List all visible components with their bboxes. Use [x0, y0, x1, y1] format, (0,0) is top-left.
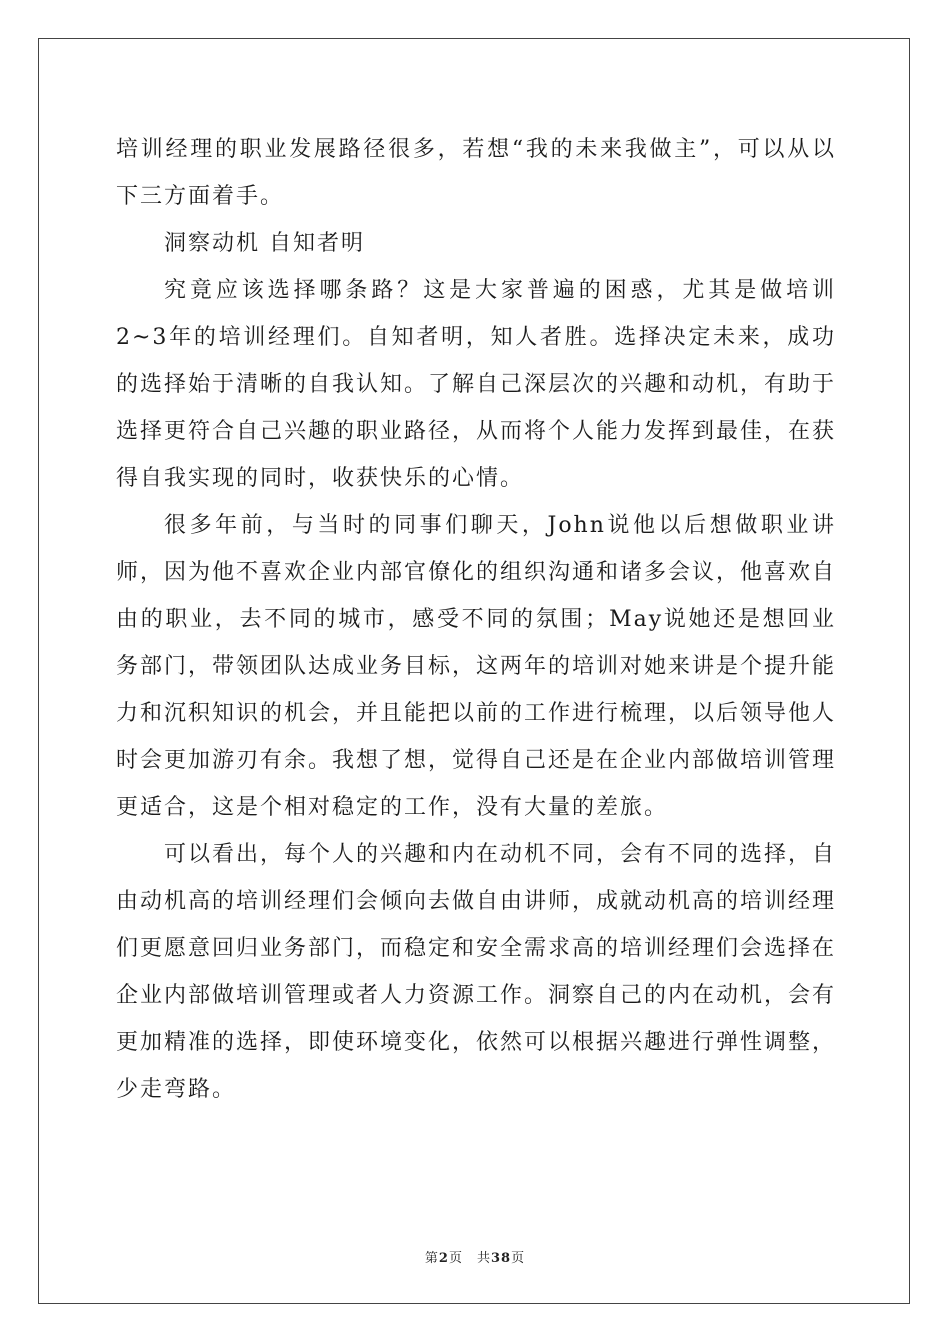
page-unit: 页 — [448, 1251, 463, 1266]
page-total: 38 — [490, 1251, 512, 1266]
paragraph-conclusion: 可以看出，每个人的兴趣和内在动机不同，会有不同的选择，自由动机高的培训经理们会倾向去做自由讲师，成就动机高的培训经理们更愿意回归业务部门，而稳定和安全需求高的培训经理们会选择在企业内部做培训管理或者人力资源工作。洞察自己的内在动机，会有更加精准的选择，即使环境变化，依然可以根据兴趣进行弹性调整，少走弯路。 — [116, 842, 837, 1102]
total-prefix: 共 — [476, 1251, 491, 1266]
document-body — [116, 126, 836, 1113]
page-prefix: 第 — [424, 1251, 439, 1266]
section-heading: 洞察动机 自知者明 — [164, 231, 365, 256]
paragraph-question: 究竟应该选择哪条路？这是大家普遍的困惑，尤其是做培训2~3年的培训经理们。自知者明，知人者胜。选择决定未来，成功的选择始于清晰的自我认知。了解自己深层次的兴趣和动机，有助于选择更符合自己兴趣的职业路径，从而将个人能力发挥到最佳，在获得自我实现的同时，收获快乐的心情。 — [116, 278, 837, 491]
paragraph-intro: 培训经理的职业发展路径很多，若想“我的未来我做主”，可以从以下三方面着手。 — [116, 137, 836, 209]
page-footer — [0, 1247, 950, 1266]
paragraph-colleagues: 很多年前，与当时的同事们聊天，John说他以后想做职业讲师，因为他不喜欢企业内部官僚化的组织沟通和诸多会议，他喜欢自由的职业，去不同的城市，感受不同的氛围；May说她还是想回业务部门，带领团队达成业务目标，这两年的培训对她来讲是个提升能力和沉积知识的机会，并且能把以前的工作进行梳理，以后领导他人时会更加游刃有余。我想了想，觉得自己还是在企业内部做培训管理更适合，这是个相对稳定的工作，没有大量的差旅。 — [116, 513, 837, 820]
total-unit: 页 — [511, 1251, 526, 1266]
page-current: 2 — [438, 1251, 449, 1266]
